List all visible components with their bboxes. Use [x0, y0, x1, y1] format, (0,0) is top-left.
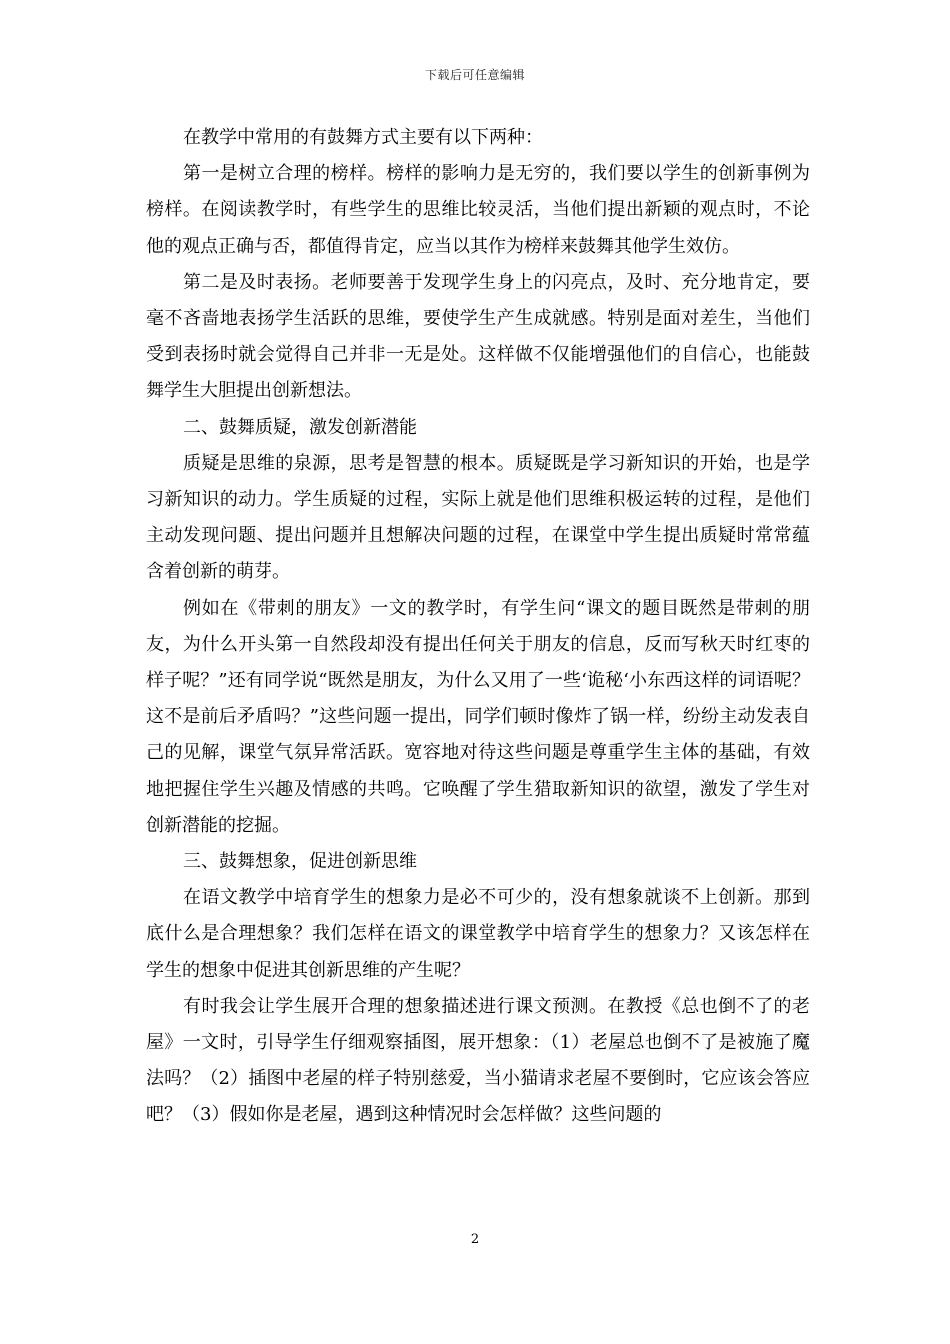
paragraph: 在语文教学中培育学生的想象力是必不可少的，没有想象就谈不上创新。那到底什么是合理想象？我们怎样在语文的课堂教学中培育学生的想象力？又该怎样在学生的想象中促进其创新思维的产生呢？: [146, 887, 810, 981]
section-heading: 三、鼓舞想象，促进创新思维: [183, 851, 417, 873]
paragraph: 质疑是思维的泉源，思考是智慧的根本。质疑既是学习新知识的开始，也是学习新知识的动力。学生质疑的过程，实际上就是他们思维积极运转的过程，是他们主动发现问题、提出问题并且想解决问题的过程，在课堂中学生提出质疑时常常蕴含着创新的萌芽。: [146, 452, 810, 583]
page-number: 2: [470, 1232, 480, 1247]
paragraph: 有时我会让学生展开合理的想象描述进行课文预测。在教授《总也倒不了的老屋》一文时，引导学生仔细观察插图，展开想象：（1）老屋总也倒不了是被施了魔法吗？（2）插图中老屋的样子特别慈爱，当小猫请求老屋不要倒时，它应该会答应吧？（3）假如你是老屋，遇到这种情况时会怎样做？这些问题的: [146, 995, 810, 1126]
section-heading: 二、鼓舞质疑，激发创新潜能: [183, 416, 417, 438]
paragraph: 第二是及时表扬。老师要善于发现学生身上的闪亮点，及时、充分地肯定，要毫不吝啬地表扬学生活跃的思维，要使学生产生成就感。特别是面对差生，当他们受到表扬时就会觉得自己并非一无是处。这样做不仅能增强他们的自信心，也能鼓舞学生大胆提出创新想法。: [146, 271, 810, 402]
paragraph: 在教学中常用的有鼓舞方式主要有以下两种：: [183, 127, 543, 148]
page-header-note: 下载后可任意编辑: [424, 68, 525, 82]
document-body: [146, 120, 810, 1134]
paragraph: 例如在《带刺的朋友》一文的教学时，有学生问“课文的题目既然是带刺的朋友，为什么开头第一自然段却没有提出任何关于朋友的信息，反而写秋天时红枣的样子呢？”还有同学说“既然是朋友，为什么又用了一些‘诡秘‘小东西这样的词语呢？这不是前后矛盾吗？”这些问题一提出，同学们顿时像炸了锅一样，纷纷主动发表自己的见解，课堂气氛异常活跃。宽容地对待这些问题是尊重学生主体的基础，有效地把握住学生兴趣及情感的共鸣。它唤醒了学生猎取新知识的欲望，激发了学生对创新潜能的挖掘。: [146, 597, 810, 836]
paragraph: 第一是树立合理的榜样。榜样的影响力是无穷的，我们要以学生的创新事例为榜样。在阅读教学时，有些学生的思维比较灵活，当他们提出新颖的观点时，不论他的观点正确与否，都值得肯定，应当以其作为榜样来鼓舞其他学生效仿。: [146, 163, 810, 257]
